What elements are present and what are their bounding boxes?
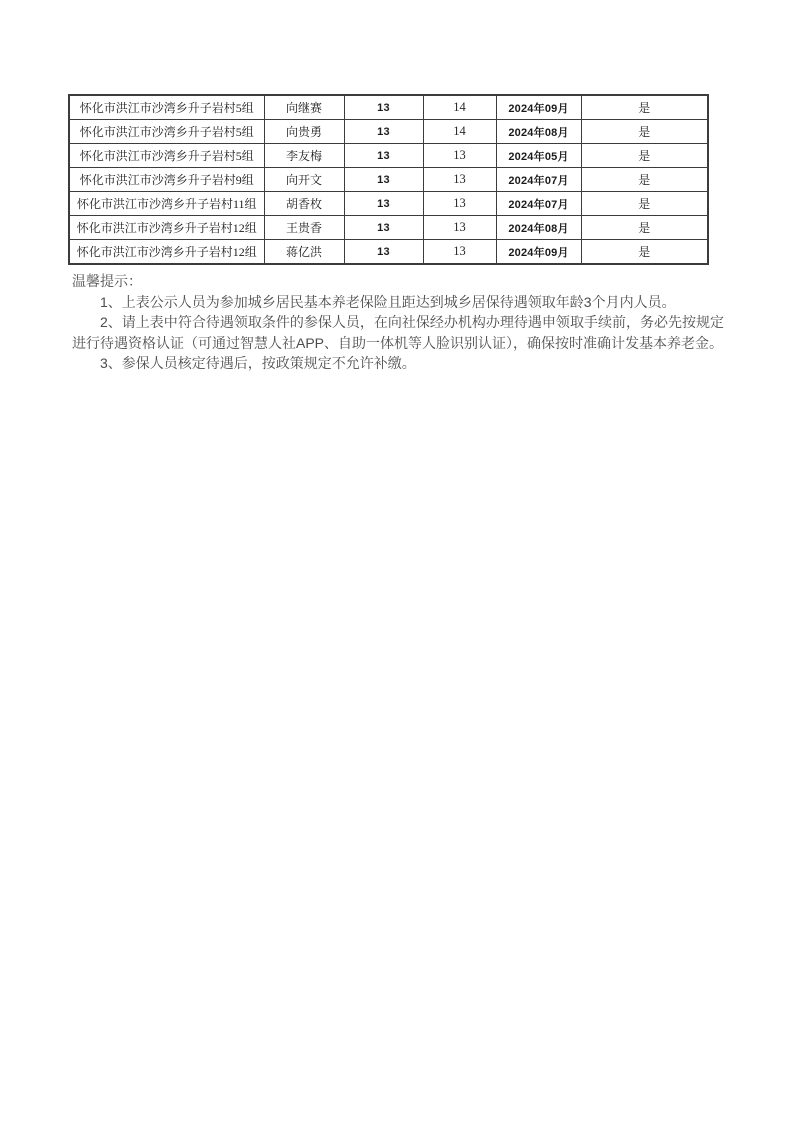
cell-address: 怀化市洪江市沙湾乡升子岩村11组: [69, 192, 264, 216]
table-body: [69, 95, 708, 264]
cell-flag: 是: [581, 192, 708, 216]
cell-month: 2024年09月: [496, 95, 581, 120]
cell-value1: 13: [344, 95, 423, 120]
cell-address: 怀化市洪江市沙湾乡升子岩村5组: [69, 95, 264, 120]
cell-address: 怀化市洪江市沙湾乡升子岩村5组: [69, 120, 264, 144]
pension-eligibility-table: [68, 94, 709, 265]
cell-month: 2024年05月: [496, 144, 581, 168]
cell-name: 李友梅: [264, 144, 344, 168]
cell-flag: 是: [581, 168, 708, 192]
cell-flag: 是: [581, 240, 708, 265]
table-row: [69, 144, 708, 168]
cell-address: 怀化市洪江市沙湾乡升子岩村12组: [69, 216, 264, 240]
table-row: [69, 120, 708, 144]
cell-value1: 13: [344, 168, 423, 192]
cell-name: 蒋亿洪: [264, 240, 344, 265]
cell-month: 2024年08月: [496, 216, 581, 240]
table-row: [69, 168, 708, 192]
notes-title: 温馨提示：: [72, 273, 142, 289]
cell-name: 向继赛: [264, 95, 344, 120]
cell-flag: 是: [581, 216, 708, 240]
cell-address: 怀化市洪江市沙湾乡升子岩村5组: [69, 144, 264, 168]
cell-name: 胡香枚: [264, 192, 344, 216]
cell-value1: 13: [344, 216, 423, 240]
cell-month: 2024年09月: [496, 240, 581, 265]
table-row: [69, 95, 708, 120]
cell-value1: 13: [344, 120, 423, 144]
cell-value1: 13: [344, 240, 423, 265]
cell-value2: 14: [423, 120, 496, 144]
table-row: [69, 216, 708, 240]
cell-value1: 13: [344, 192, 423, 216]
table-row: [69, 192, 708, 216]
cell-value2: 13: [423, 216, 496, 240]
cell-month: 2024年08月: [496, 120, 581, 144]
cell-value2: 14: [423, 95, 496, 120]
cell-month: 2024年07月: [496, 168, 581, 192]
cell-name: 向开文: [264, 168, 344, 192]
cell-value1: 13: [344, 144, 423, 168]
cell-flag: 是: [581, 144, 708, 168]
cell-flag: 是: [581, 95, 708, 120]
notes-section: [72, 271, 724, 374]
note-item-3: 3、参保人员核定待遇后，按政策规定不允许补缴。: [100, 355, 416, 371]
cell-value2: 13: [423, 192, 496, 216]
cell-name: 向贵勇: [264, 120, 344, 144]
cell-address: 怀化市洪江市沙湾乡升子岩村9组: [69, 168, 264, 192]
cell-name: 王贵香: [264, 216, 344, 240]
cell-month: 2024年07月: [496, 192, 581, 216]
cell-value2: 13: [423, 168, 496, 192]
cell-value2: 13: [423, 240, 496, 265]
note-item-1: 1、上表公示人员为参加城乡居民基本养老保险且距达到城乡居保待遇领取年龄3个月内人员。: [100, 293, 676, 310]
cell-value2: 13: [423, 144, 496, 168]
table-row: [69, 240, 708, 265]
note-item-2: 2、请上表中符合待遇领取条件的参保人员，在向社保经办机构办理待遇申领取手续前，务必先按规定进行待遇资格认证（可通过智慧人社APP、自助一体机等人脸识别认证），确保按时准确计发基本养老金。: [72, 314, 724, 351]
cell-address: 怀化市洪江市沙湾乡升子岩村12组: [69, 240, 264, 265]
cell-flag: 是: [581, 120, 708, 144]
